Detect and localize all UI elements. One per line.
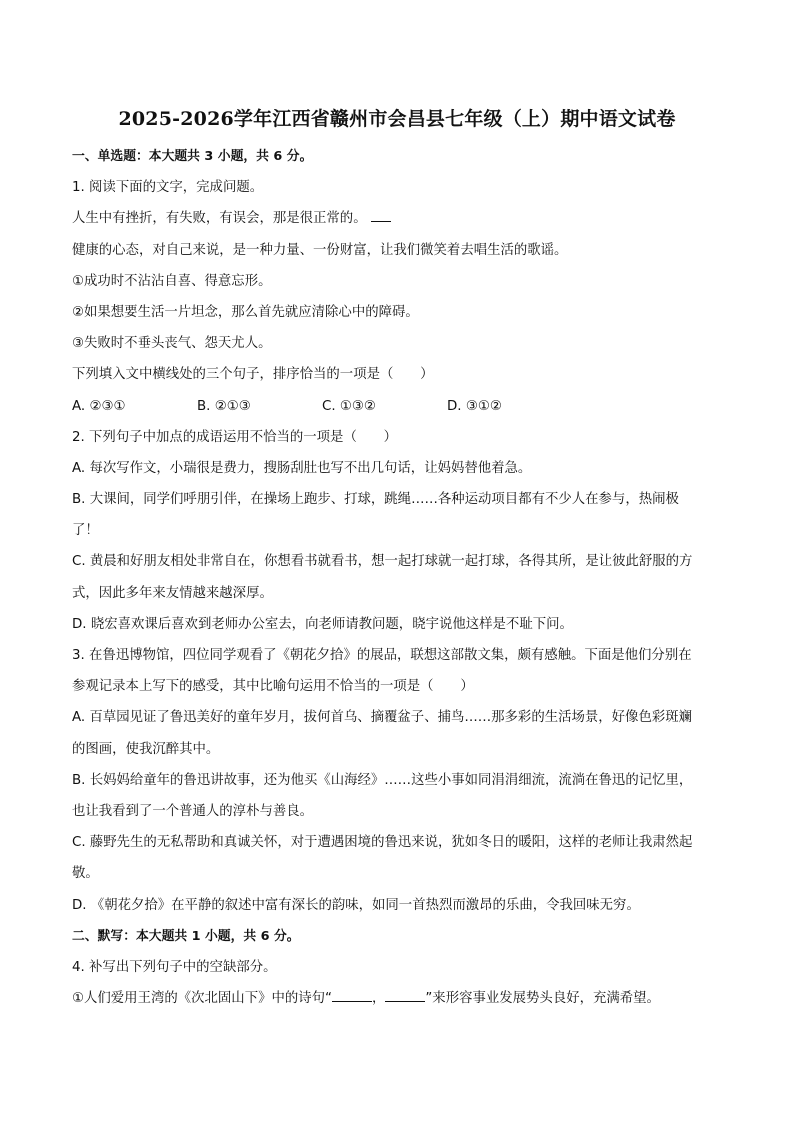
exam-content (72, 141, 722, 1014)
question-2-option-b-line-2[interactable]: 了！ (72, 523, 99, 539)
fill-blank-1[interactable] (332, 987, 372, 1002)
question-3-option-a-line-1[interactable]: A. 百草园见证了鲁迅美好的童年岁月，拔何首乌、摘覆盆子、捕鸟……那多彩的生活场景，好像色彩斑斓 (72, 710, 693, 726)
option-c[interactable]: C. ①③② (322, 398, 376, 414)
question-2-option-c-line-1[interactable]: C. 黄晨和好朋友相处非常自在，你想看书就看书，想一起打球就一起打球，各得其所，是让彼此舒服的方 (72, 554, 693, 570)
question-1-passage-line-1 (72, 203, 722, 234)
question-1-options (72, 391, 722, 422)
question-4-stem: 4. 补写出下列句子中的空缺部分。 (72, 959, 277, 975)
option-b[interactable]: B. ②①③ (197, 398, 251, 414)
question-2-option-b-line-1[interactable]: B. 大课间，同学们呼朋引伴，在操场上跑步、打球，跳绳……各种运动项目都有不少人在参与，热闹极 (72, 492, 679, 508)
question-3-option-a-line-2[interactable]: 的图画，使我沉醉其中。 (72, 741, 220, 757)
question-4-line-1-suffix: ”来形容事业发展势头良好，充满希望。 (425, 991, 660, 1007)
passage-text: 人生中有挫折，有失败，有误会，那是很正常的。 (72, 211, 367, 227)
section-heading-single-choice: 一、单选题：本大题共 3 小题，共 6 分。 (72, 149, 313, 164)
question-1-stem: 1. 阅读下面的文字，完成问题。 (72, 180, 264, 196)
question-3-stem-line-2: 参观记录本上写下的感受，其中比喻句运用不恰当的一项是（ ） (72, 679, 474, 695)
question-3-option-c-line-1[interactable]: C. 藤野先生的无私帮助和真诚关怀，对于遭遇困境的鲁迅来说，犹如冬日的暖阳，这样的老师让我肃然起 (72, 835, 693, 851)
question-3-stem-line-1: 3. 在鲁迅博物馆，四位同学观看了《朝花夕拾》的展品，联想这部散文集，颇有感触。下面是他们分别在 (72, 648, 692, 663)
question-2-stem: 2. 下列句子中加点的成语运用不恰当的一项是（ ） (72, 429, 398, 445)
question-1-sentence-1: ①成功时不沾沾自喜、得意忘形。 (72, 273, 272, 289)
question-1-passage-line-2: 健康的心态，对自己来说，是一种力量、一份财富，让我们微笑着去唱生活的歌谣。 (72, 242, 568, 258)
question-1-prompt: 下列填入文中横线处的三个句子，排序恰当的一项是（ ） (72, 367, 434, 383)
question-1-sentence-3: ③失败时不垂头丧气、怨天尤人。 (72, 336, 272, 352)
question-3-option-d[interactable]: D. 《朝花夕拾》在平静的叙述中富有深长的韵味，如同一首热烈而激昂的乐曲，令我回味无穷。 (72, 897, 640, 913)
option-a[interactable]: A. ②③① (72, 398, 126, 414)
question-4-line-1 (72, 983, 722, 1014)
section-heading-dictation: 二、默写：本大题共 1 小题，共 6 分。 (72, 928, 300, 944)
question-1-sentence-2: ②如果想要生活一片坦念，那么首先就应清除心中的障碍。 (72, 304, 419, 320)
fill-blank-2[interactable] (385, 987, 425, 1002)
question-4-line-1-prefix: ①人们爱用王湾的《次北固山下》中的诗句“ (72, 991, 332, 1007)
question-2-option-d[interactable]: D. 晓宏喜欢课后喜欢到老师办公室去，向老师请教问题，晓宇说他这样是不耻下问。 (72, 616, 573, 632)
question-4-line-1-comma: ， (371, 991, 386, 1007)
question-3-option-c-line-2[interactable]: 敬。 (72, 866, 99, 882)
exam-title: 2025-2026学年江西省赣州市会昌县七年级（上）期中语文试卷 (118, 108, 676, 130)
question-3-option-b-line-1[interactable]: B. 长妈妈给童年的鲁迅讲故事，还为他买《山海经》……这些小事如同涓涓细流，流淌在鲁迅的记忆里， (72, 772, 693, 788)
question-2-option-c-line-2[interactable]: 式，因此多年来友情越来越深厚。 (72, 585, 273, 601)
fill-blank (371, 207, 391, 222)
question-2-option-a[interactable]: A. 每次写作文，小瑞很是费力，搜肠刮肚也写不出几句话，让妈妈替他着急。 (72, 460, 532, 476)
option-d[interactable]: D. ③①② (447, 398, 502, 414)
question-3-option-b-line-2[interactable]: 也让我看到了一个普通人的淳朴与善良。 (72, 803, 314, 819)
